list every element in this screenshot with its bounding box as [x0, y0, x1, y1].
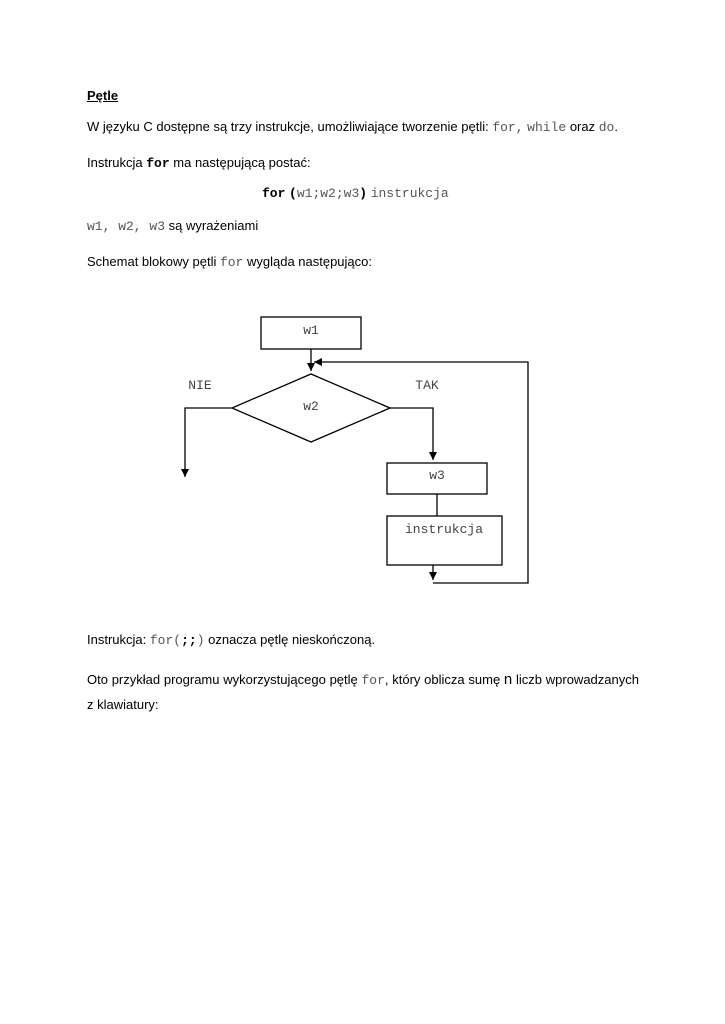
syntax-statement: instrukcja — [370, 186, 449, 201]
paragraph-for-form — [87, 155, 311, 171]
diagram-intro-after: wygląda następująco: — [243, 254, 373, 269]
infinite-before: Instrukcja: — [87, 632, 150, 647]
example-before: Oto przykład programu wykorzystującego pętlę — [87, 672, 362, 687]
diagram-intro-before: Schemat blokowy pętli — [87, 254, 220, 269]
label-w2: w2 — [303, 399, 319, 414]
expression-vars: w1, w2, w3 — [87, 219, 166, 234]
keyword-do: do — [598, 120, 615, 135]
syntax-args: w1;w2;w3 — [296, 186, 360, 201]
syntax-close-paren: ) — [359, 186, 368, 201]
paragraph-example — [87, 668, 639, 717]
page-title: Pętle — [87, 88, 119, 103]
label-w3: w3 — [429, 468, 445, 483]
infinite-code-mid: ;; — [181, 633, 197, 648]
syntax-open-paren: ( — [289, 186, 297, 201]
label-tak: TAK — [415, 378, 439, 393]
label-instr: instrukcja — [404, 522, 484, 537]
arrow-nie-exit — [185, 408, 232, 477]
intro-end: . — [614, 119, 618, 134]
keyword-for-bold: for — [146, 156, 170, 171]
for-syntax — [262, 185, 449, 201]
expression-text: są wyrażeniami — [168, 218, 259, 233]
diagram-intro-keyword: for — [219, 255, 244, 270]
arrow-tak-to-instr — [390, 408, 433, 460]
infinite-after: oznacza pętlę nieskończoną. — [204, 632, 376, 647]
paragraph-infinite-loop — [87, 632, 375, 648]
example-keyword: for — [361, 673, 385, 688]
intro-and: oraz — [569, 119, 596, 134]
label-nie: NIE — [188, 378, 212, 393]
for-form-before: Instrukcja — [87, 155, 147, 170]
paragraph-intro — [87, 119, 618, 135]
keyword-while: while — [527, 120, 567, 135]
keyword-for: for, — [492, 120, 524, 135]
for-form-after: ma następującą postać: — [169, 155, 311, 170]
example-mid: , który oblicza sumę — [384, 672, 504, 687]
example-n: n — [503, 671, 513, 688]
paragraph-diagram-intro — [87, 254, 372, 270]
syntax-keyword: for — [262, 186, 286, 201]
label-w1: w1 — [303, 323, 319, 338]
infinite-code-post: ) — [196, 633, 205, 648]
example-after: liczb wprowadzanych z klawiatury: — [87, 672, 639, 712]
for-loop-flowchart — [0, 300, 725, 600]
intro-text: W języku C dostępne są trzy instrukcje, umożliwiające tworzenie pętli: — [87, 119, 493, 134]
paragraph-expressions — [87, 218, 258, 234]
infinite-code-pre: for( — [149, 633, 182, 648]
